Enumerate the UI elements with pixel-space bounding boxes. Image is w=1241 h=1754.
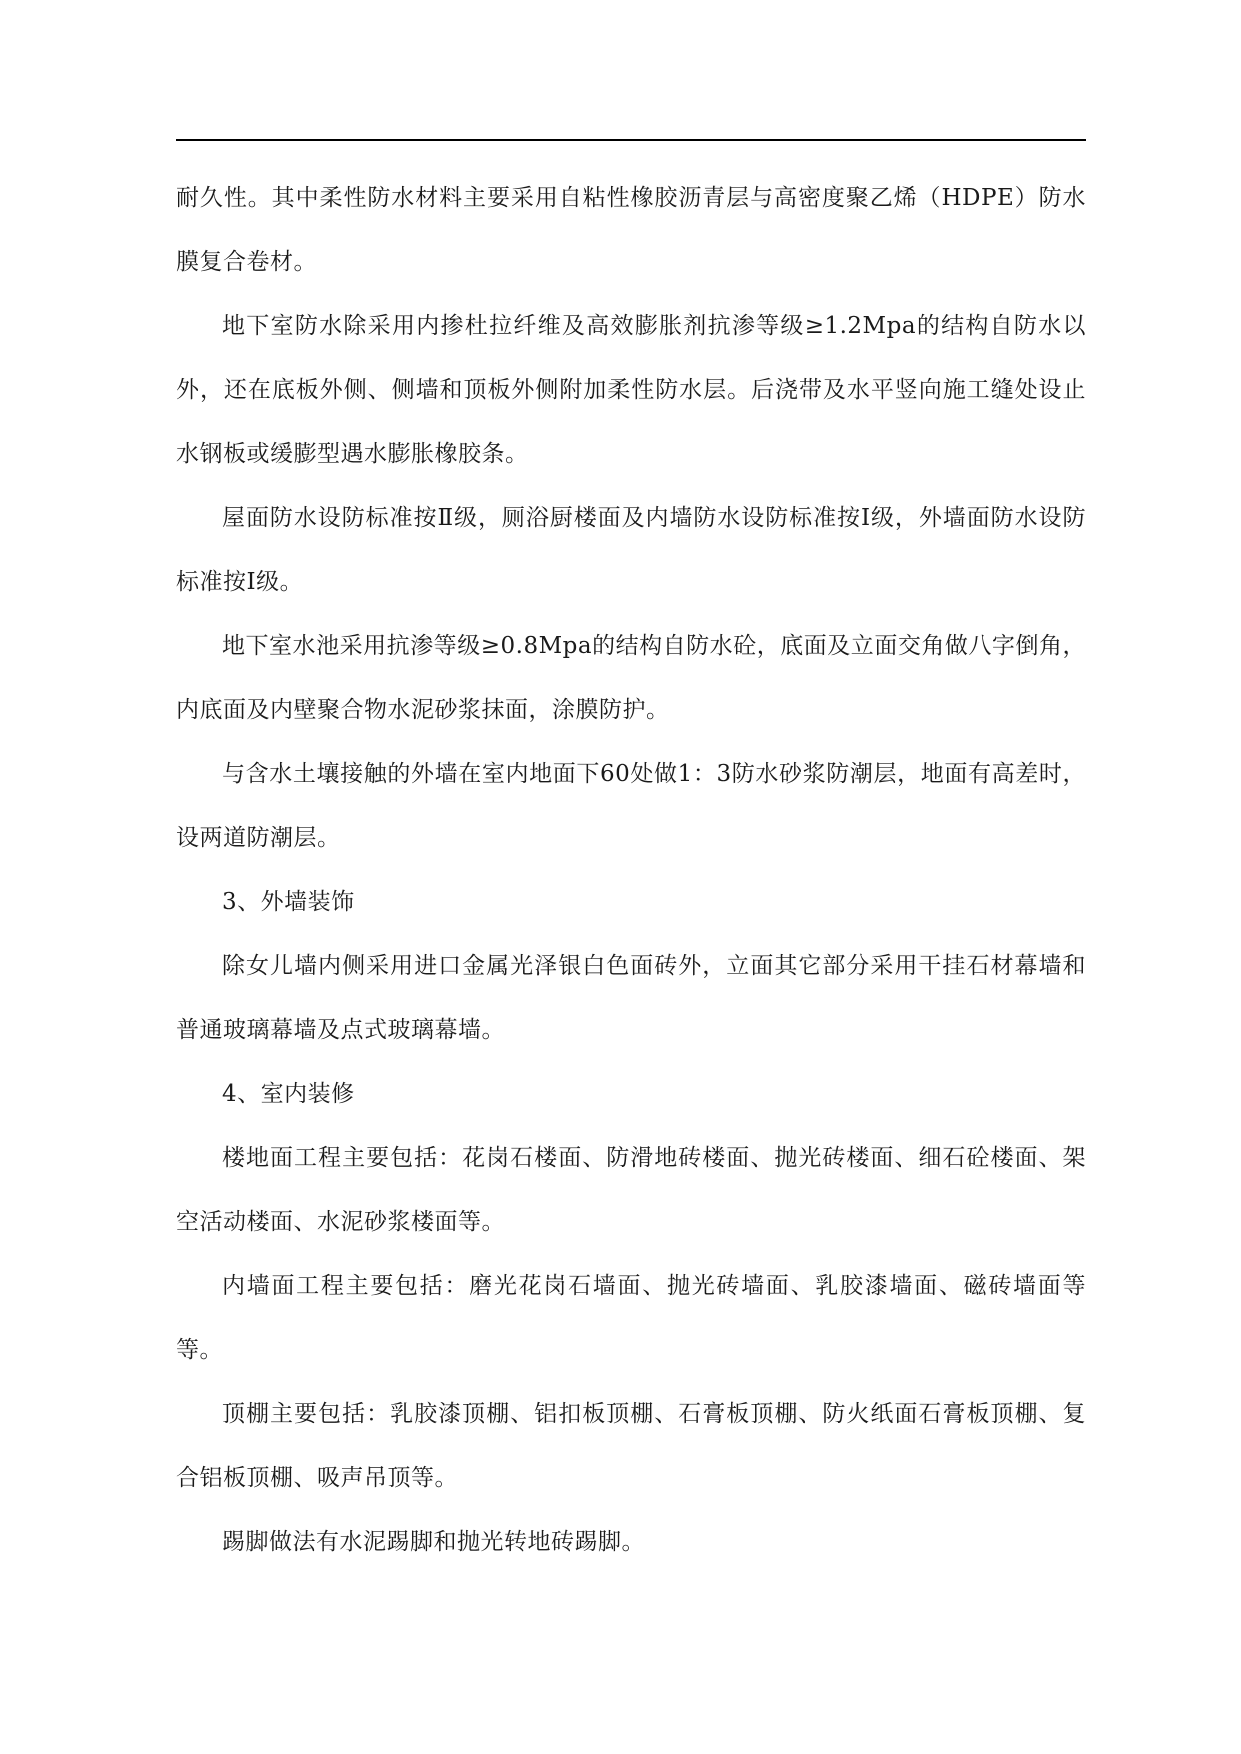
header-rule [176,139,1086,141]
paragraph: 与含水土壤接触的外墙在室内地面下60处做1：3防水砂浆防潮层，地面有高差时，设两道防潮层。 [176,761,1086,851]
paragraph: 顶棚主要包括：乳胶漆顶棚、铝扣板顶棚、石膏板顶棚、防火纸面石膏板顶棚、复合铝板顶棚、吸声吊顶等。 [176,1401,1086,1491]
paragraph: 除女儿墙内侧采用进口金属光泽银白色面砖外，立面其它部分采用干挂石材幕墙和普通玻璃幕墙及点式玻璃幕墙。 [176,953,1086,1043]
paragraph: 楼地面工程主要包括：花岗石楼面、防滑地砖楼面、抛光砖楼面、细石砼楼面、架空活动楼面、水泥砂浆楼面等。 [176,1145,1086,1235]
paragraph: 地下室水池采用抗渗等级≥0.8Mpa的结构自防水砼，底面及立面交角做八字倒角，内底面及内壁聚合物水泥砂浆抹面，涂膜防护。 [176,633,1086,723]
paragraph: 踢脚做法有水泥踢脚和抛光转地砖踢脚。 [222,1529,645,1555]
paragraph: 地下室防水除采用内掺杜拉纤维及高效膨胀剂抗渗等级≥1.2Mpa的结构自防水以外，还在底板外侧、侧墙和顶板外侧附加柔性防水层。后浇带及水平竖向施工缝处设止水钢板或缓膨型遇水膨胀橡胶条。 [176,313,1086,467]
paragraph: 耐久性。其中柔性防水材料主要采用自粘性橡胶沥青层与高密度聚乙烯（HDPE）防水膜复合卷材。 [176,185,1086,275]
section-heading: 3、外墙装饰 [222,889,355,915]
paragraph: 屋面防水设防标准按Ⅱ级，厕浴厨楼面及内墙防水设防标准按Ⅰ级，外墙面防水设防标准按Ⅰ级。 [176,505,1086,595]
paragraph: 内墙面工程主要包括：磨光花岗石墙面、抛光砖墙面、乳胶漆墙面、磁砖墙面等等。 [176,1273,1086,1363]
document-body [176,166,1086,1574]
section-heading: 4、室内装修 [222,1081,355,1107]
